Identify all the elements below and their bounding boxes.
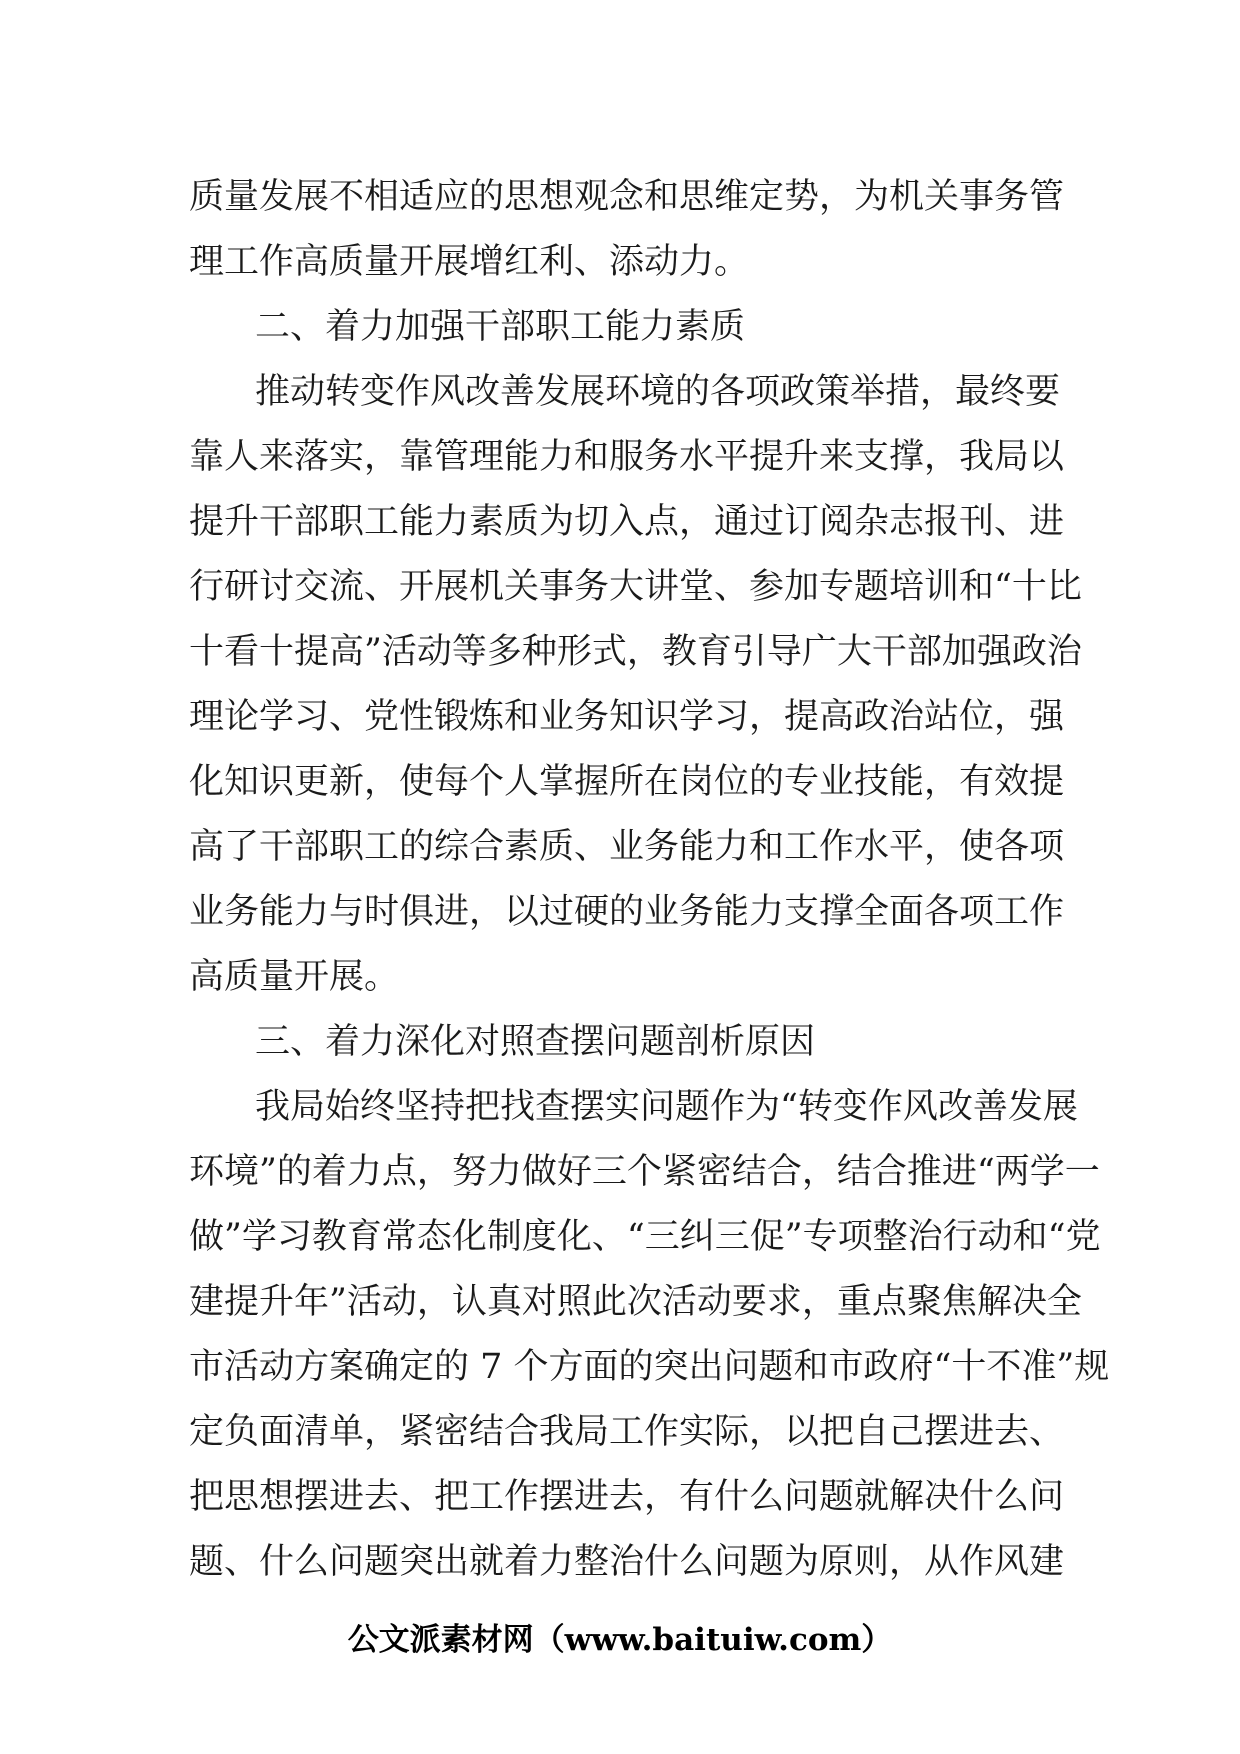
text-line: 质量发展不相适应的思想观念和思维定势，为机关事务管 bbox=[189, 177, 1065, 217]
text-line: 化知识更新，使每个人掌握所在岗位的专业技能，有效提 bbox=[189, 762, 1065, 802]
text-line: 环境”的着力点，努力做好三个紧密结合，结合推进“两学一 bbox=[189, 1152, 1100, 1192]
text-line: 理论学习、党性锻炼和业务知识学习，提高政治站位，强 bbox=[189, 697, 1065, 737]
text-line: 行研讨交流、开展机关事务大讲堂、参加专题培训和“十比 bbox=[189, 567, 1082, 607]
section-heading: 三、着力深化对照查摆问题剖析原因 bbox=[255, 1022, 816, 1062]
text-line: 我局始终坚持把找查摆实问题作为“转变作风改善发展 bbox=[255, 1087, 1078, 1127]
footer-watermark: 公文派素材网（www.baituiw.com） bbox=[347, 1622, 893, 1658]
text-line: 市活动方案确定的 7 个方面的突出问题和市政府“十不准”规 bbox=[189, 1347, 1110, 1387]
text-line: 理工作高质量开展增红利、添动力。 bbox=[189, 242, 750, 282]
text-line: 做”学习教育常态化制度化、“三纠三促”专项整治行动和“党 bbox=[189, 1217, 1101, 1257]
text-line: 高质量开展。 bbox=[189, 957, 400, 997]
text-line: 推动转变作风改善发展环境的各项政策举措，最终要 bbox=[255, 372, 1061, 412]
text-line: 高了干部职工的综合素质、业务能力和工作水平，使各项 bbox=[189, 827, 1065, 867]
document-body bbox=[189, 165, 1110, 1595]
text-line: 靠人来落实，靠管理能力和服务水平提升来支撑，我局以 bbox=[189, 437, 1065, 477]
section-heading: 二、着力加强干部职工能力素质 bbox=[255, 307, 746, 347]
text-line: 十看十提高”活动等多种形式，教育引导广大干部加强政治 bbox=[189, 632, 1082, 672]
text-line: 定负面清单，紧密结合我局工作实际，以把自己摆进去、 bbox=[189, 1412, 1065, 1452]
text-line: 把思想摆进去、把工作摆进去，有什么问题就解决什么问 bbox=[189, 1477, 1065, 1517]
text-line: 题、什么问题突出就着力整治什么问题为原则，从作风建 bbox=[189, 1542, 1065, 1582]
text-line: 业务能力与时俱进，以过硬的业务能力支撑全面各项工作 bbox=[189, 892, 1065, 932]
text-line: 提升干部职工能力素质为切入点，通过订阅杂志报刊、进 bbox=[189, 502, 1065, 542]
text-line: 建提升年”活动，认真对照此次活动要求，重点聚焦解决全 bbox=[189, 1282, 1082, 1322]
